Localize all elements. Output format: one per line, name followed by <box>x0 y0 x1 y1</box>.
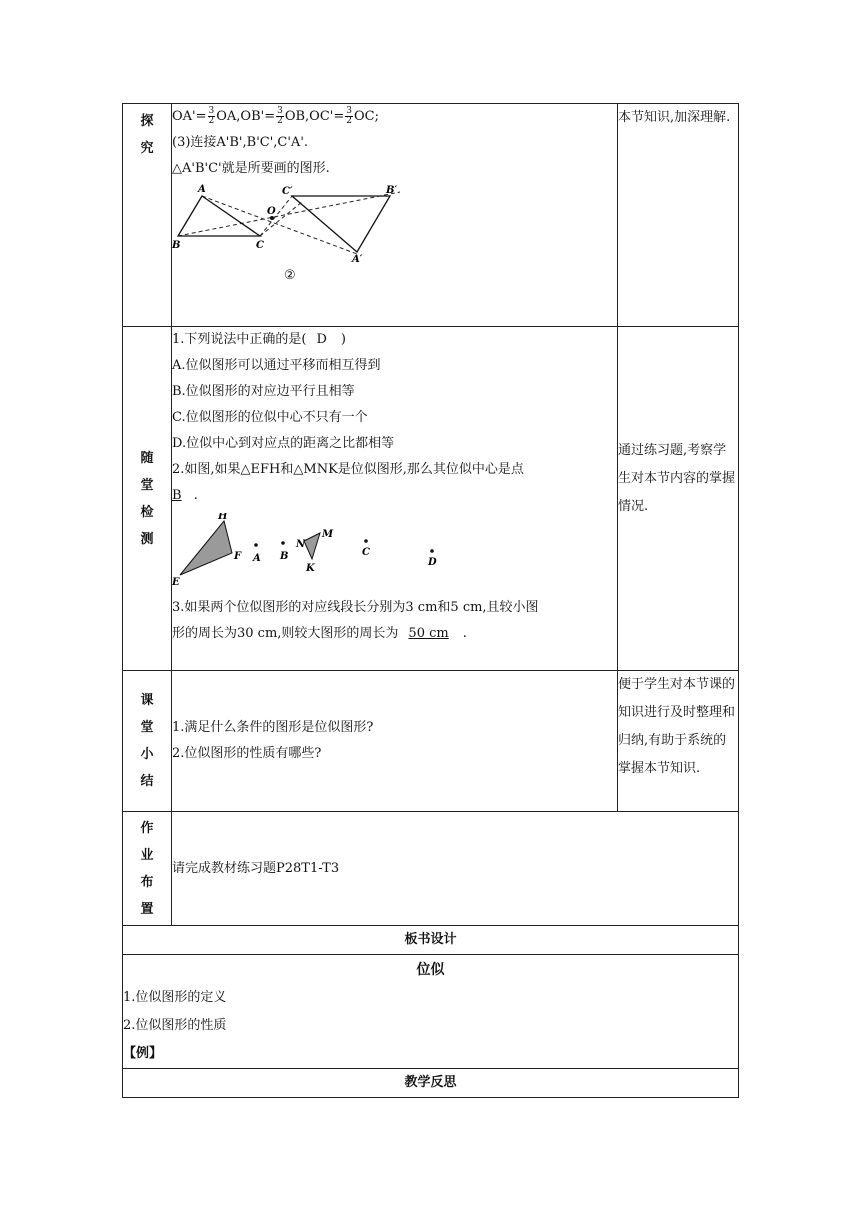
svg-text:C: C <box>362 547 370 558</box>
check-content <box>172 327 618 671</box>
board-row <box>123 955 739 1069</box>
board-title: 位似 <box>416 962 445 978</box>
ray-aa <box>202 196 357 254</box>
explore-row <box>123 104 739 327</box>
svg-text:H: H <box>218 513 228 522</box>
homothety-figure <box>172 184 422 262</box>
triangle-a2b2c2 <box>292 196 390 252</box>
summary-item-1: 1.满足什么条件的图形是位似图形? <box>172 720 374 735</box>
summary-row <box>123 671 739 812</box>
explore-line-2: (3)连接A'B',B'C',C'A'. <box>172 135 309 150</box>
homework-label: 作 业 布 置 <box>123 812 172 926</box>
svg-text:D: D <box>428 557 437 568</box>
svg-text:F: F <box>234 551 242 562</box>
point-c <box>364 539 368 543</box>
svg-text:N: N <box>296 539 306 550</box>
triangle-abc <box>178 196 260 236</box>
point-a <box>254 543 258 547</box>
summary-label: 课 堂 小 结 <box>123 671 172 812</box>
board-header: 板书设计 <box>123 926 739 955</box>
homework-row <box>123 812 739 926</box>
point-d <box>430 549 434 553</box>
option-a: A.位似图形可以通过平移而相互得到 <box>172 358 381 373</box>
check-row <box>123 327 739 671</box>
svg-text:C′: C′ <box>282 186 293 197</box>
svg-text:B: B <box>280 551 289 562</box>
homework-text: 请完成教材练习题P28T1-T3 <box>172 860 340 876</box>
lesson-plan-table <box>122 103 739 1098</box>
check-note: 通过练习题,考察学生对本节内容的掌握情况. <box>618 327 739 671</box>
fraction: $\frac{3}{2}$ <box>277 106 283 126</box>
ray-bb <box>178 192 400 236</box>
question-3-line-1: 3.如果两个位似图形的对应线段长分别为3 cm和5 cm,且较小图 <box>172 600 539 615</box>
svg-text:C: C <box>256 240 264 251</box>
position-figure <box>172 513 452 591</box>
ray-cc <box>260 196 292 236</box>
board-item-1: 1.位似图形的定义 <box>123 990 227 1005</box>
board-item-3: 【例】 <box>123 1046 163 1061</box>
reflection-header: 教学反思 <box>123 1069 739 1098</box>
homework-content <box>172 812 739 926</box>
option-d: D.位似中心到对应点的距离之比都相等 <box>172 436 395 451</box>
question-2: 2.如图,如果△EFH和△MNK是位似图形,那么其位似中心是点 <box>172 462 524 477</box>
question-2-answer: B . <box>172 488 198 503</box>
figure-caption: ② <box>284 268 296 283</box>
svg-text:O: O <box>267 206 276 217</box>
svg-text:B: B <box>172 240 181 251</box>
option-c: C.位似图形的位似中心不只有一个 <box>172 410 368 425</box>
board-header-row <box>123 926 739 955</box>
explore-line-1: OA'= $\frac{3}{2}$ OA,OB'= $\frac{3}{2}$ OB,OC'= $\frac{3}{2}$ OC; <box>172 106 379 126</box>
fraction: $\frac{3}{2}$ <box>346 106 352 126</box>
board-content <box>123 955 739 1069</box>
explore-content <box>172 104 618 327</box>
svg-text:B′: B′ <box>386 185 398 196</box>
explore-line-3: △A'B'C'就是所要画的图形. <box>172 161 330 176</box>
summary-item-2: 2.位似图形的性质有哪些? <box>172 746 322 761</box>
explore-label: 探 究 <box>123 104 172 327</box>
summary-content <box>172 671 618 812</box>
triangle-efh <box>180 521 232 575</box>
board-item-2: 2.位似图形的性质 <box>123 1018 227 1033</box>
triangle-mnk <box>304 533 320 559</box>
svg-text:A: A <box>253 553 261 564</box>
question-3-line-2: 形的周长为30 cm,则较大图形的周长为 50 cm . <box>172 626 467 641</box>
point-b <box>281 541 285 545</box>
fraction: $\frac{3}{2}$ <box>208 106 215 126</box>
svg-text:K: K <box>306 563 315 574</box>
svg-text:M: M <box>322 529 334 540</box>
reflection-header-row <box>123 1069 739 1098</box>
svg-text:E: E <box>172 577 180 588</box>
question-1: 1.下列说法中正确的是( D ) <box>172 332 346 347</box>
check-label: 随 堂 检 测 <box>123 327 172 671</box>
option-b: B.位似图形的对应边平行且相等 <box>172 384 355 399</box>
svg-text:A′: A′ <box>352 254 363 262</box>
svg-text:A: A <box>198 184 206 195</box>
explore-note: 本节知识,加深理解. <box>618 104 739 327</box>
summary-note: 便于学生对本节课的知识进行及时整理和归纳,有助于系统的掌握本节知识. <box>618 671 739 812</box>
